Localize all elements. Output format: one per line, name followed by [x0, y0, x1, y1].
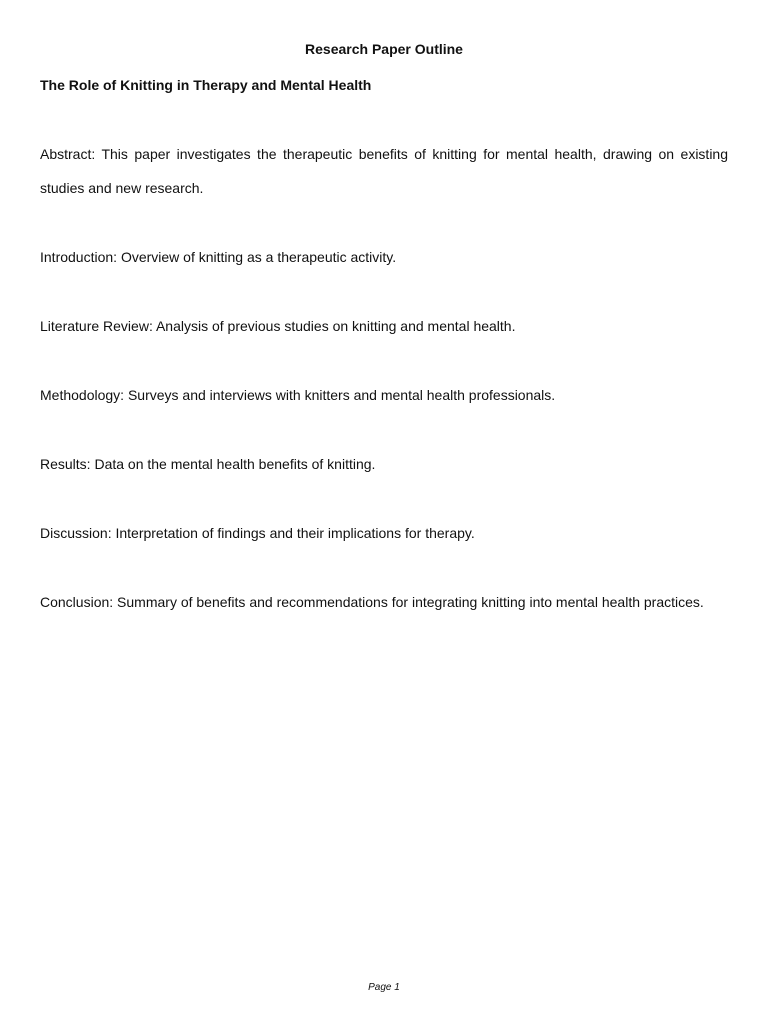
abstract-paragraph: Abstract: This paper investigates the therapeutic benefits of knitting for mental health, drawing on existing studies and new research. [40, 146, 728, 196]
conclusion-paragraph: Conclusion: Summary of benefits and recommendations for integrating knitting into mental health practices. [40, 594, 704, 610]
page-number-footer: Page 1 [368, 982, 400, 993]
discussion-paragraph: Discussion: Interpretation of findings and their implications for therapy. [40, 525, 475, 541]
introduction-paragraph: Introduction: Overview of knitting as a therapeutic activity. [40, 249, 397, 265]
page-title: Research Paper Outline [305, 41, 463, 57]
literature-review-paragraph: Literature Review: Analysis of previous studies on knitting and mental health. [40, 318, 516, 334]
methodology-paragraph: Methodology: Surveys and interviews with knitters and mental health professionals. [40, 387, 556, 403]
results-paragraph: Results: Data on the mental health benefits of knitting. [40, 456, 376, 472]
paper-subtitle: The Role of Knitting in Therapy and Mental Health [40, 77, 372, 93]
